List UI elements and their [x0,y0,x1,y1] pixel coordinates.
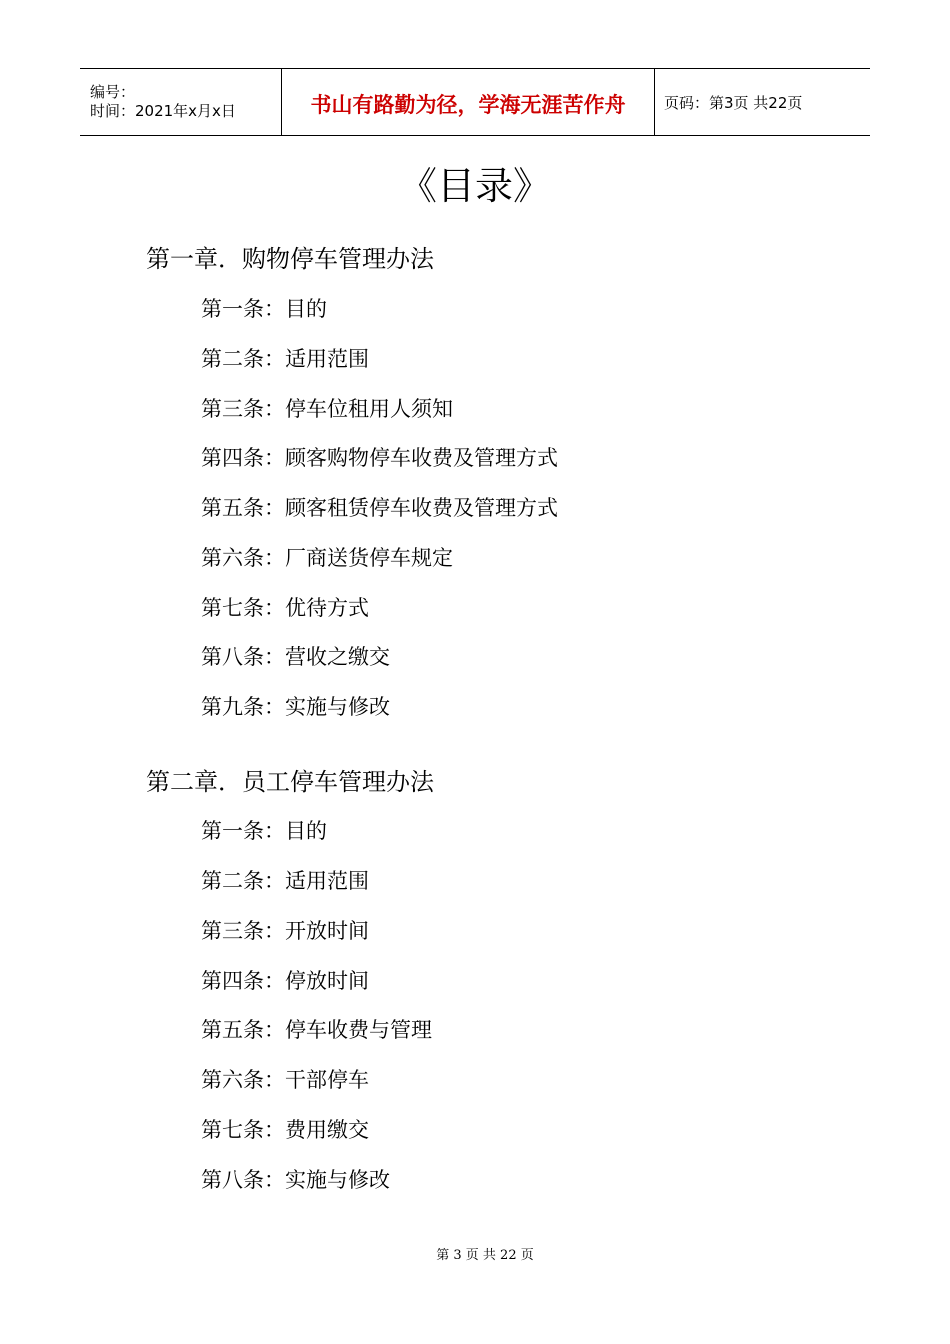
document-number-label: 编号： [90,83,136,101]
toc-entry: 第六条：干部停车 [201,1068,369,1092]
toc-entry: 第四条：顾客购物停车收费及管理方式 [201,446,558,470]
toc-entry: 第三条：开放时间 [201,919,369,943]
document-time-label: 时间：2021年x月x日 [90,102,236,120]
page-header [80,68,870,136]
header-motto: 书山有路勤为径，学海无涯苦作舟 [281,69,655,135]
toc-entry: 第一条：目的 [201,297,327,321]
page-footer: 第 3 页 共 22 页 [436,1248,534,1263]
chapter-heading: 第二章．员工停车管理办法 [146,768,434,796]
toc-entry: 第八条：营收之缴交 [201,645,390,669]
toc-entry: 第二条：适用范围 [201,347,369,371]
toc-entry: 第一条：目的 [201,819,327,843]
page-title: 《目录》 [398,164,551,208]
chapter-heading: 第一章．购物停车管理办法 [146,245,434,273]
toc-entry: 第四条：停放时间 [201,969,369,993]
toc-entry: 第五条：停车收费与管理 [201,1018,432,1042]
toc-entry: 第三条：停车位租用人须知 [201,397,453,421]
toc-entry: 第八条：实施与修改 [201,1168,390,1192]
toc-entry: 第七条：优待方式 [201,596,369,620]
toc-entry: 第五条：顾客租赁停车收费及管理方式 [201,496,558,520]
toc-entry: 第二条：适用范围 [201,869,369,893]
toc-entry: 第七条：费用缴交 [201,1118,369,1142]
header-meta [80,69,281,135]
toc-entry: 第九条：实施与修改 [201,695,390,719]
toc-entry: 第六条：厂商送货停车规定 [201,546,453,570]
header-page-info: 页码：第3页 共22页 [664,93,803,112]
